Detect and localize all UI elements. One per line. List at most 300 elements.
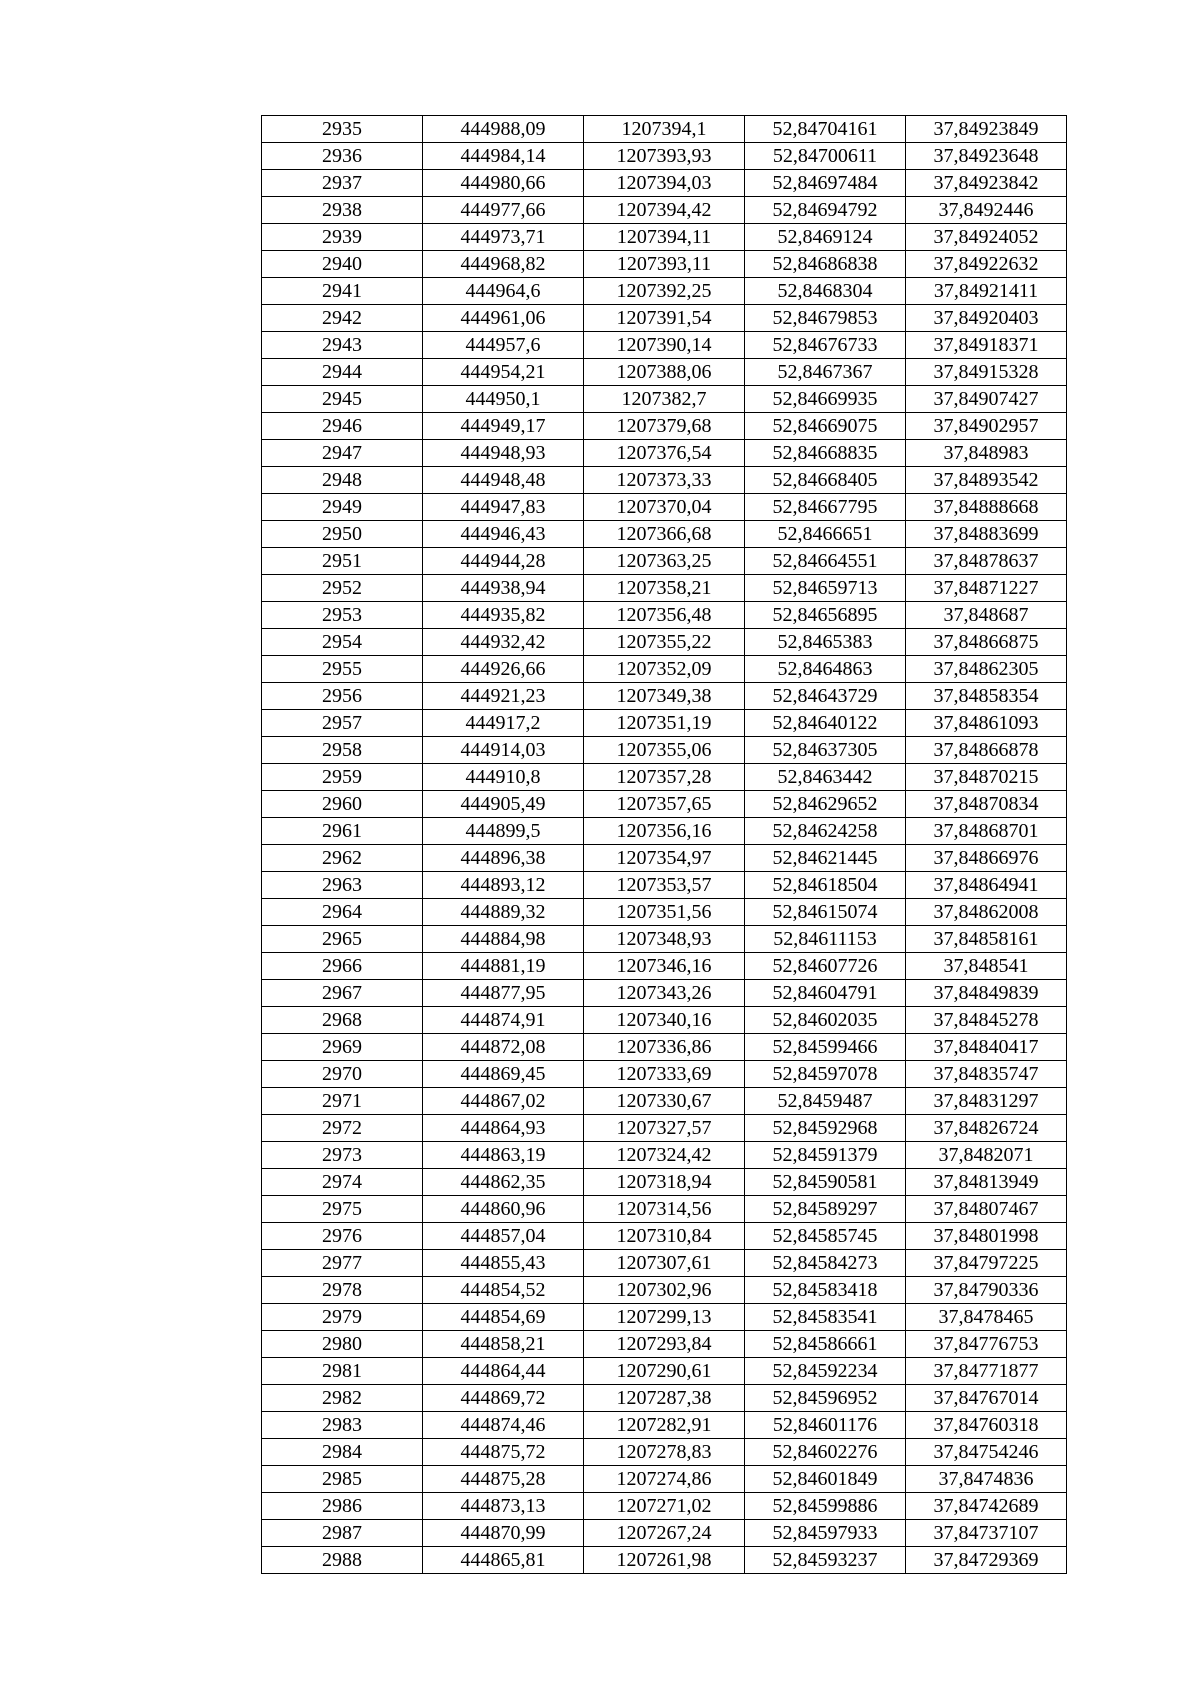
longitude-cell: 37,84923842 (906, 170, 1067, 197)
point-number-cell: 2941 (262, 278, 423, 305)
x-coordinate-cell: 444977,66 (423, 197, 584, 224)
y-coordinate-cell: 1207356,16 (584, 818, 745, 845)
longitude-cell: 37,84861093 (906, 710, 1067, 737)
point-number-cell: 2942 (262, 305, 423, 332)
latitude-cell: 52,84615074 (745, 899, 906, 926)
point-number-cell: 2988 (262, 1547, 423, 1574)
longitude-cell: 37,84801998 (906, 1223, 1067, 1250)
longitude-cell: 37,84790336 (906, 1277, 1067, 1304)
table-row (262, 818, 1067, 845)
latitude-cell: 52,8466651 (745, 521, 906, 548)
latitude-cell: 52,84667795 (745, 494, 906, 521)
x-coordinate-cell: 444921,23 (423, 683, 584, 710)
latitude-cell: 52,84601176 (745, 1412, 906, 1439)
x-coordinate-cell: 444881,19 (423, 953, 584, 980)
latitude-cell: 52,8467367 (745, 359, 906, 386)
longitude-cell: 37,84866878 (906, 737, 1067, 764)
table-row (262, 1169, 1067, 1196)
latitude-cell: 52,84664551 (745, 548, 906, 575)
point-number-cell: 2963 (262, 872, 423, 899)
x-coordinate-cell: 444869,72 (423, 1385, 584, 1412)
longitude-cell: 37,84858161 (906, 926, 1067, 953)
y-coordinate-cell: 1207357,28 (584, 764, 745, 791)
latitude-cell: 52,84604791 (745, 980, 906, 1007)
longitude-cell: 37,84729369 (906, 1547, 1067, 1574)
longitude-cell: 37,848687 (906, 602, 1067, 629)
table-row (262, 1277, 1067, 1304)
longitude-cell: 37,84878637 (906, 548, 1067, 575)
latitude-cell: 52,8465383 (745, 629, 906, 656)
latitude-cell: 52,84597078 (745, 1061, 906, 1088)
table-row (262, 1196, 1067, 1223)
longitude-cell: 37,84862008 (906, 899, 1067, 926)
longitude-cell: 37,8492446 (906, 197, 1067, 224)
x-coordinate-cell: 444948,48 (423, 467, 584, 494)
x-coordinate-cell: 444917,2 (423, 710, 584, 737)
y-coordinate-cell: 1207355,06 (584, 737, 745, 764)
table-row (262, 926, 1067, 953)
point-number-cell: 2983 (262, 1412, 423, 1439)
table-row (262, 521, 1067, 548)
x-coordinate-cell: 444905,49 (423, 791, 584, 818)
y-coordinate-cell: 1207394,11 (584, 224, 745, 251)
y-coordinate-cell: 1207392,25 (584, 278, 745, 305)
table-row (262, 710, 1067, 737)
point-number-cell: 2976 (262, 1223, 423, 1250)
point-number-cell: 2968 (262, 1007, 423, 1034)
table-row (262, 845, 1067, 872)
y-coordinate-cell: 1207393,93 (584, 143, 745, 170)
x-coordinate-cell: 444867,02 (423, 1088, 584, 1115)
y-coordinate-cell: 1207278,83 (584, 1439, 745, 1466)
y-coordinate-cell: 1207391,54 (584, 305, 745, 332)
point-number-cell: 2951 (262, 548, 423, 575)
point-number-cell: 2987 (262, 1520, 423, 1547)
longitude-cell: 37,84918371 (906, 332, 1067, 359)
latitude-cell: 52,84592968 (745, 1115, 906, 1142)
latitude-cell: 52,8469124 (745, 224, 906, 251)
table-row (262, 305, 1067, 332)
coordinates-table-body (262, 116, 1067, 1574)
point-number-cell: 2980 (262, 1331, 423, 1358)
longitude-cell: 37,84858354 (906, 683, 1067, 710)
table-row (262, 1439, 1067, 1466)
x-coordinate-cell: 444893,12 (423, 872, 584, 899)
longitude-cell: 37,84871227 (906, 575, 1067, 602)
latitude-cell: 52,8459487 (745, 1088, 906, 1115)
y-coordinate-cell: 1207330,67 (584, 1088, 745, 1115)
table-row (262, 143, 1067, 170)
table-row (262, 116, 1067, 143)
longitude-cell: 37,84907427 (906, 386, 1067, 413)
latitude-cell: 52,8464863 (745, 656, 906, 683)
y-coordinate-cell: 1207379,68 (584, 413, 745, 440)
y-coordinate-cell: 1207261,98 (584, 1547, 745, 1574)
point-number-cell: 2943 (262, 332, 423, 359)
point-number-cell: 2961 (262, 818, 423, 845)
longitude-cell: 37,84797225 (906, 1250, 1067, 1277)
longitude-cell: 37,84845278 (906, 1007, 1067, 1034)
latitude-cell: 52,84590581 (745, 1169, 906, 1196)
table-row (262, 1088, 1067, 1115)
y-coordinate-cell: 1207351,56 (584, 899, 745, 926)
longitude-cell: 37,84737107 (906, 1520, 1067, 1547)
y-coordinate-cell: 1207327,57 (584, 1115, 745, 1142)
longitude-cell: 37,84883699 (906, 521, 1067, 548)
latitude-cell: 52,84586661 (745, 1331, 906, 1358)
point-number-cell: 2948 (262, 467, 423, 494)
x-coordinate-cell: 444896,38 (423, 845, 584, 872)
table-row (262, 683, 1067, 710)
latitude-cell: 52,84583418 (745, 1277, 906, 1304)
x-coordinate-cell: 444864,93 (423, 1115, 584, 1142)
table-row (262, 1304, 1067, 1331)
point-number-cell: 2950 (262, 521, 423, 548)
x-coordinate-cell: 444863,19 (423, 1142, 584, 1169)
table-row (262, 1466, 1067, 1493)
x-coordinate-cell: 444865,81 (423, 1547, 584, 1574)
x-coordinate-cell: 444875,28 (423, 1466, 584, 1493)
point-number-cell: 2978 (262, 1277, 423, 1304)
y-coordinate-cell: 1207351,19 (584, 710, 745, 737)
y-coordinate-cell: 1207348,93 (584, 926, 745, 953)
y-coordinate-cell: 1207390,14 (584, 332, 745, 359)
table-row (262, 197, 1067, 224)
y-coordinate-cell: 1207324,42 (584, 1142, 745, 1169)
x-coordinate-cell: 444884,98 (423, 926, 584, 953)
point-number-cell: 2945 (262, 386, 423, 413)
y-coordinate-cell: 1207267,24 (584, 1520, 745, 1547)
y-coordinate-cell: 1207382,7 (584, 386, 745, 413)
table-row (262, 872, 1067, 899)
longitude-cell: 37,84767014 (906, 1385, 1067, 1412)
y-coordinate-cell: 1207349,38 (584, 683, 745, 710)
point-number-cell: 2939 (262, 224, 423, 251)
table-row (262, 1223, 1067, 1250)
latitude-cell: 52,84694792 (745, 197, 906, 224)
x-coordinate-cell: 444973,71 (423, 224, 584, 251)
latitude-cell: 52,84621445 (745, 845, 906, 872)
x-coordinate-cell: 444872,08 (423, 1034, 584, 1061)
latitude-cell: 52,84591379 (745, 1142, 906, 1169)
y-coordinate-cell: 1207358,21 (584, 575, 745, 602)
table-row (262, 1034, 1067, 1061)
y-coordinate-cell: 1207336,86 (584, 1034, 745, 1061)
latitude-cell: 52,84593237 (745, 1547, 906, 1574)
x-coordinate-cell: 444869,45 (423, 1061, 584, 1088)
y-coordinate-cell: 1207340,16 (584, 1007, 745, 1034)
latitude-cell: 52,84679853 (745, 305, 906, 332)
table-row (262, 791, 1067, 818)
y-coordinate-cell: 1207394,1 (584, 116, 745, 143)
longitude-cell: 37,8478465 (906, 1304, 1067, 1331)
y-coordinate-cell: 1207333,69 (584, 1061, 745, 1088)
x-coordinate-cell: 444946,43 (423, 521, 584, 548)
table-row (262, 1547, 1067, 1574)
latitude-cell: 52,84676733 (745, 332, 906, 359)
latitude-cell: 52,84589297 (745, 1196, 906, 1223)
table-row (262, 170, 1067, 197)
x-coordinate-cell: 444938,94 (423, 575, 584, 602)
x-coordinate-cell: 444949,17 (423, 413, 584, 440)
longitude-cell: 37,84868701 (906, 818, 1067, 845)
x-coordinate-cell: 444864,44 (423, 1358, 584, 1385)
point-number-cell: 2935 (262, 116, 423, 143)
table-row (262, 548, 1067, 575)
point-number-cell: 2966 (262, 953, 423, 980)
point-number-cell: 2972 (262, 1115, 423, 1142)
latitude-cell: 52,84602276 (745, 1439, 906, 1466)
point-number-cell: 2971 (262, 1088, 423, 1115)
table-row (262, 1493, 1067, 1520)
point-number-cell: 2956 (262, 683, 423, 710)
x-coordinate-cell: 444950,1 (423, 386, 584, 413)
latitude-cell: 52,84618504 (745, 872, 906, 899)
x-coordinate-cell: 444857,04 (423, 1223, 584, 1250)
longitude-cell: 37,84771877 (906, 1358, 1067, 1385)
y-coordinate-cell: 1207282,91 (584, 1412, 745, 1439)
longitude-cell: 37,84840417 (906, 1034, 1067, 1061)
longitude-cell: 37,84813949 (906, 1169, 1067, 1196)
latitude-cell: 52,84599886 (745, 1493, 906, 1520)
longitude-cell: 37,84835747 (906, 1061, 1067, 1088)
x-coordinate-cell: 444954,21 (423, 359, 584, 386)
y-coordinate-cell: 1207307,61 (584, 1250, 745, 1277)
y-coordinate-cell: 1207293,84 (584, 1331, 745, 1358)
longitude-cell: 37,84826724 (906, 1115, 1067, 1142)
point-number-cell: 2979 (262, 1304, 423, 1331)
longitude-cell: 37,84862305 (906, 656, 1067, 683)
latitude-cell: 52,84629652 (745, 791, 906, 818)
x-coordinate-cell: 444947,83 (423, 494, 584, 521)
x-coordinate-cell: 444944,28 (423, 548, 584, 575)
y-coordinate-cell: 1207346,16 (584, 953, 745, 980)
table-row (262, 1007, 1067, 1034)
latitude-cell: 52,84668405 (745, 467, 906, 494)
table-row (262, 332, 1067, 359)
longitude-cell: 37,84866875 (906, 629, 1067, 656)
point-number-cell: 2986 (262, 1493, 423, 1520)
table-row (262, 1142, 1067, 1169)
x-coordinate-cell: 444910,8 (423, 764, 584, 791)
point-number-cell: 2952 (262, 575, 423, 602)
point-number-cell: 2967 (262, 980, 423, 1007)
y-coordinate-cell: 1207343,26 (584, 980, 745, 1007)
x-coordinate-cell: 444877,95 (423, 980, 584, 1007)
table-row (262, 413, 1067, 440)
y-coordinate-cell: 1207271,02 (584, 1493, 745, 1520)
x-coordinate-cell: 444873,13 (423, 1493, 584, 1520)
x-coordinate-cell: 444860,96 (423, 1196, 584, 1223)
table-row (262, 953, 1067, 980)
longitude-cell: 37,84870215 (906, 764, 1067, 791)
point-number-cell: 2964 (262, 899, 423, 926)
x-coordinate-cell: 444961,06 (423, 305, 584, 332)
x-coordinate-cell: 444980,66 (423, 170, 584, 197)
point-number-cell: 2965 (262, 926, 423, 953)
point-number-cell: 2962 (262, 845, 423, 872)
point-number-cell: 2977 (262, 1250, 423, 1277)
point-number-cell: 2947 (262, 440, 423, 467)
x-coordinate-cell: 444855,43 (423, 1250, 584, 1277)
point-number-cell: 2981 (262, 1358, 423, 1385)
longitude-cell: 37,84831297 (906, 1088, 1067, 1115)
point-number-cell: 2940 (262, 251, 423, 278)
latitude-cell: 52,84669935 (745, 386, 906, 413)
latitude-cell: 52,84583541 (745, 1304, 906, 1331)
longitude-cell: 37,84915328 (906, 359, 1067, 386)
x-coordinate-cell: 444968,82 (423, 251, 584, 278)
latitude-cell: 52,84700611 (745, 143, 906, 170)
table-row (262, 656, 1067, 683)
table-row (262, 1061, 1067, 1088)
point-number-cell: 2946 (262, 413, 423, 440)
table-row (262, 1250, 1067, 1277)
latitude-cell: 52,84607726 (745, 953, 906, 980)
table-row (262, 602, 1067, 629)
point-number-cell: 2936 (262, 143, 423, 170)
table-row (262, 251, 1067, 278)
table-row (262, 764, 1067, 791)
x-coordinate-cell: 444862,35 (423, 1169, 584, 1196)
longitude-cell: 37,84776753 (906, 1331, 1067, 1358)
y-coordinate-cell: 1207356,48 (584, 602, 745, 629)
longitude-cell: 37,8482071 (906, 1142, 1067, 1169)
longitude-cell: 37,848983 (906, 440, 1067, 467)
y-coordinate-cell: 1207355,22 (584, 629, 745, 656)
y-coordinate-cell: 1207290,61 (584, 1358, 745, 1385)
y-coordinate-cell: 1207318,94 (584, 1169, 745, 1196)
coordinates-table (261, 115, 1067, 1574)
longitude-cell: 37,84920403 (906, 305, 1067, 332)
table-row (262, 440, 1067, 467)
longitude-cell: 37,84902957 (906, 413, 1067, 440)
point-number-cell: 2985 (262, 1466, 423, 1493)
y-coordinate-cell: 1207299,13 (584, 1304, 745, 1331)
point-number-cell: 2969 (262, 1034, 423, 1061)
table-row (262, 899, 1067, 926)
latitude-cell: 52,8468304 (745, 278, 906, 305)
x-coordinate-cell: 444984,14 (423, 143, 584, 170)
table-row (262, 980, 1067, 1007)
point-number-cell: 2982 (262, 1385, 423, 1412)
y-coordinate-cell: 1207352,09 (584, 656, 745, 683)
latitude-cell: 52,84669075 (745, 413, 906, 440)
point-number-cell: 2984 (262, 1439, 423, 1466)
table-row (262, 575, 1067, 602)
point-number-cell: 2938 (262, 197, 423, 224)
latitude-cell: 52,84602035 (745, 1007, 906, 1034)
x-coordinate-cell: 444858,21 (423, 1331, 584, 1358)
y-coordinate-cell: 1207287,38 (584, 1385, 745, 1412)
x-coordinate-cell: 444914,03 (423, 737, 584, 764)
y-coordinate-cell: 1207394,03 (584, 170, 745, 197)
point-number-cell: 2953 (262, 602, 423, 629)
x-coordinate-cell: 444988,09 (423, 116, 584, 143)
latitude-cell: 52,84592234 (745, 1358, 906, 1385)
x-coordinate-cell: 444957,6 (423, 332, 584, 359)
latitude-cell: 52,84584273 (745, 1250, 906, 1277)
longitude-cell: 37,84807467 (906, 1196, 1067, 1223)
x-coordinate-cell: 444889,32 (423, 899, 584, 926)
longitude-cell: 37,84866976 (906, 845, 1067, 872)
y-coordinate-cell: 1207366,68 (584, 521, 745, 548)
table-row (262, 1412, 1067, 1439)
y-coordinate-cell: 1207310,84 (584, 1223, 745, 1250)
latitude-cell: 52,84585745 (745, 1223, 906, 1250)
latitude-cell: 52,84686838 (745, 251, 906, 278)
x-coordinate-cell: 444964,6 (423, 278, 584, 305)
latitude-cell: 52,84596952 (745, 1385, 906, 1412)
x-coordinate-cell: 444926,66 (423, 656, 584, 683)
point-number-cell: 2974 (262, 1169, 423, 1196)
longitude-cell: 37,8474836 (906, 1466, 1067, 1493)
longitude-cell: 37,84924052 (906, 224, 1067, 251)
longitude-cell: 37,84849839 (906, 980, 1067, 1007)
longitude-cell: 37,84923849 (906, 116, 1067, 143)
latitude-cell: 52,84643729 (745, 683, 906, 710)
table-row (262, 1520, 1067, 1547)
longitude-cell: 37,84742689 (906, 1493, 1067, 1520)
latitude-cell: 52,84601849 (745, 1466, 906, 1493)
y-coordinate-cell: 1207373,33 (584, 467, 745, 494)
table-row (262, 278, 1067, 305)
table-row (262, 1358, 1067, 1385)
x-coordinate-cell: 444854,69 (423, 1304, 584, 1331)
latitude-cell: 52,84611153 (745, 926, 906, 953)
x-coordinate-cell: 444932,42 (423, 629, 584, 656)
y-coordinate-cell: 1207370,04 (584, 494, 745, 521)
table-row (262, 1385, 1067, 1412)
point-number-cell: 2957 (262, 710, 423, 737)
y-coordinate-cell: 1207388,06 (584, 359, 745, 386)
longitude-cell: 37,84888668 (906, 494, 1067, 521)
longitude-cell: 37,84893542 (906, 467, 1067, 494)
point-number-cell: 2958 (262, 737, 423, 764)
x-coordinate-cell: 444854,52 (423, 1277, 584, 1304)
table-row (262, 1331, 1067, 1358)
y-coordinate-cell: 1207354,97 (584, 845, 745, 872)
table-row (262, 629, 1067, 656)
point-number-cell: 2959 (262, 764, 423, 791)
y-coordinate-cell: 1207274,86 (584, 1466, 745, 1493)
latitude-cell: 52,84599466 (745, 1034, 906, 1061)
latitude-cell: 52,84656895 (745, 602, 906, 629)
latitude-cell: 52,84640122 (745, 710, 906, 737)
point-number-cell: 2960 (262, 791, 423, 818)
point-number-cell: 2975 (262, 1196, 423, 1223)
point-number-cell: 2954 (262, 629, 423, 656)
latitude-cell: 52,84637305 (745, 737, 906, 764)
table-row (262, 1115, 1067, 1142)
x-coordinate-cell: 444875,72 (423, 1439, 584, 1466)
latitude-cell: 52,84659713 (745, 575, 906, 602)
x-coordinate-cell: 444935,82 (423, 602, 584, 629)
x-coordinate-cell: 444870,99 (423, 1520, 584, 1547)
longitude-cell: 37,848541 (906, 953, 1067, 980)
longitude-cell: 37,84921411 (906, 278, 1067, 305)
table-row (262, 467, 1067, 494)
latitude-cell: 52,84624258 (745, 818, 906, 845)
latitude-cell: 52,8463442 (745, 764, 906, 791)
table-row (262, 386, 1067, 413)
longitude-cell: 37,84922632 (906, 251, 1067, 278)
table-row (262, 359, 1067, 386)
y-coordinate-cell: 1207376,54 (584, 440, 745, 467)
point-number-cell: 2973 (262, 1142, 423, 1169)
table-row (262, 224, 1067, 251)
point-number-cell: 2944 (262, 359, 423, 386)
